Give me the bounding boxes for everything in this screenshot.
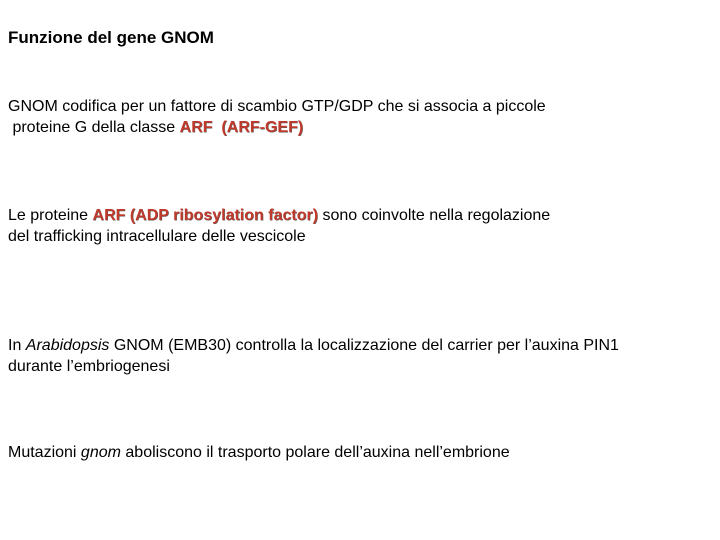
paragraph-line [8, 117, 546, 138]
plain-text: Le proteine [8, 207, 93, 224]
paragraph-arabidopsis [8, 335, 619, 377]
paragraph-line: del trafficking intracellulare delle vescicole [8, 228, 306, 245]
plain-text: Mutazioni [8, 444, 81, 461]
paragraph-line: GNOM codifica per un fattore di scambio GTP/GDP che si associa a piccole [8, 98, 546, 115]
italic-term: Arabidopsis [25, 337, 110, 354]
highlighted-term: ARF (ARF-GEF) [179, 119, 304, 136]
paragraph-gnom-mutations [8, 442, 510, 463]
paragraph-line: durante l’embriogenesi [8, 358, 170, 375]
paragraph-line [8, 205, 550, 226]
paragraph-line [8, 442, 510, 463]
highlighted-term: ARF (ADP ribosylation factor) [92, 207, 319, 224]
plain-text: GNOM (EMB30) controlla la localizzazione del carrier per l’auxina PIN1 [109, 337, 619, 354]
paragraph-line [8, 335, 619, 356]
plain-text: In [8, 337, 26, 354]
plain-text: sono coinvolte nella regolazione [318, 207, 551, 224]
plain-text: proteine G della classe [8, 119, 180, 136]
plain-text: aboliscono il trasporto polare dell’auxina nell’embrione [120, 444, 510, 461]
italic-term: gnom [80, 444, 121, 461]
paragraph-arf-proteins [8, 205, 550, 247]
slide-title: Funzione del gene GNOM [8, 28, 214, 47]
paragraph-gnom-function [8, 96, 546, 138]
